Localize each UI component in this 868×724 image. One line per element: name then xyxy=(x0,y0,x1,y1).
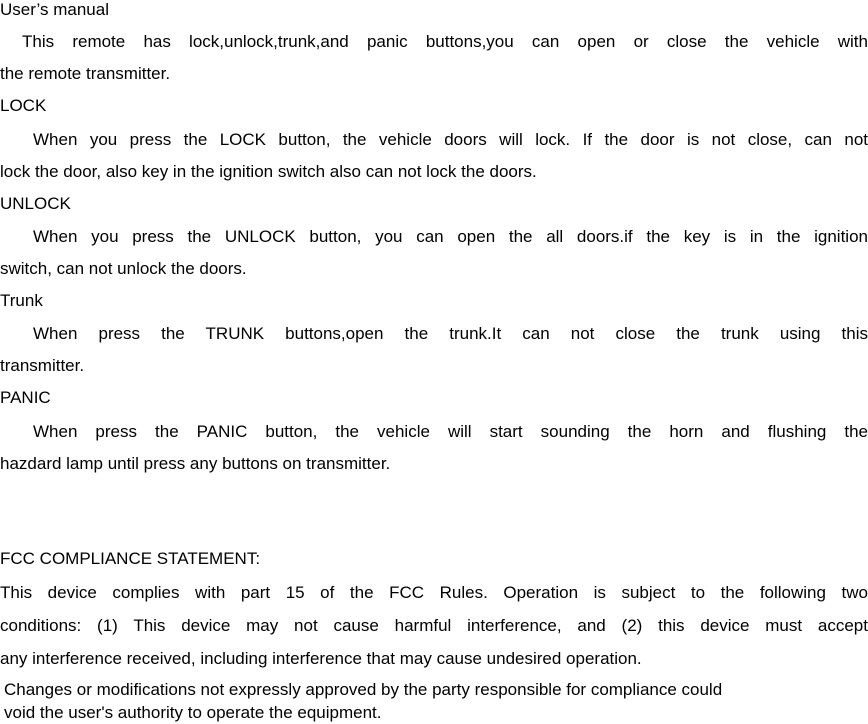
manual-title: User’s manual xyxy=(0,0,109,19)
fcc-line-2: conditions: (1) This device may not cause harmful interference, and (2) this device must accept xyxy=(0,616,868,635)
section-unlock-line-2: switch, can not unlock the doors. xyxy=(0,259,247,278)
section-panic-line-2: hazdard lamp until press any buttons on transmitter. xyxy=(0,454,391,473)
section-trunk-line-1: When press the TRUNK buttons,open the trunk.It can not close the trunk using this xyxy=(33,324,868,343)
section-heading-unlock: UNLOCK xyxy=(0,194,71,213)
fcc-line-1: This device complies with part 15 of the FCC Rules. Operation is subject to the following two xyxy=(0,583,868,602)
section-lock-line-1: When you press the LOCK button, the vehicle doors will lock. If the door is not close, can not xyxy=(33,130,868,149)
section-lock-line-2: lock the door, also key in the ignition switch also can not lock the doors. xyxy=(0,162,537,181)
section-heading-panic: PANIC xyxy=(0,388,51,407)
section-trunk-line-2: transmitter. xyxy=(0,356,85,375)
section-unlock-line-1: When you press the UNLOCK button, you can open the all doors.if the key is in the ignition xyxy=(33,227,868,246)
fcc-heading: FCC COMPLIANCE STATEMENT: xyxy=(0,549,261,568)
fcc-line-3: any interference received, including interference that may cause undesired operation. xyxy=(0,649,642,668)
fcc-changes-line-1: Changes or modifications not expressly approved by the party responsible for compliance could xyxy=(4,680,723,699)
section-heading-lock: LOCK xyxy=(0,96,47,115)
section-heading-trunk: Trunk xyxy=(0,291,43,310)
fcc-changes-line-2: void the user's authority to operate the equipment. xyxy=(4,703,382,722)
section-panic-line-1: When press the PANIC button, the vehicle will start sounding the horn and flushing the xyxy=(33,422,868,441)
intro-line-1: This remote has lock,unlock,trunk,and panic buttons,you can open or close the vehicle with xyxy=(22,32,868,51)
intro-line-2: the remote transmitter. xyxy=(0,64,171,83)
